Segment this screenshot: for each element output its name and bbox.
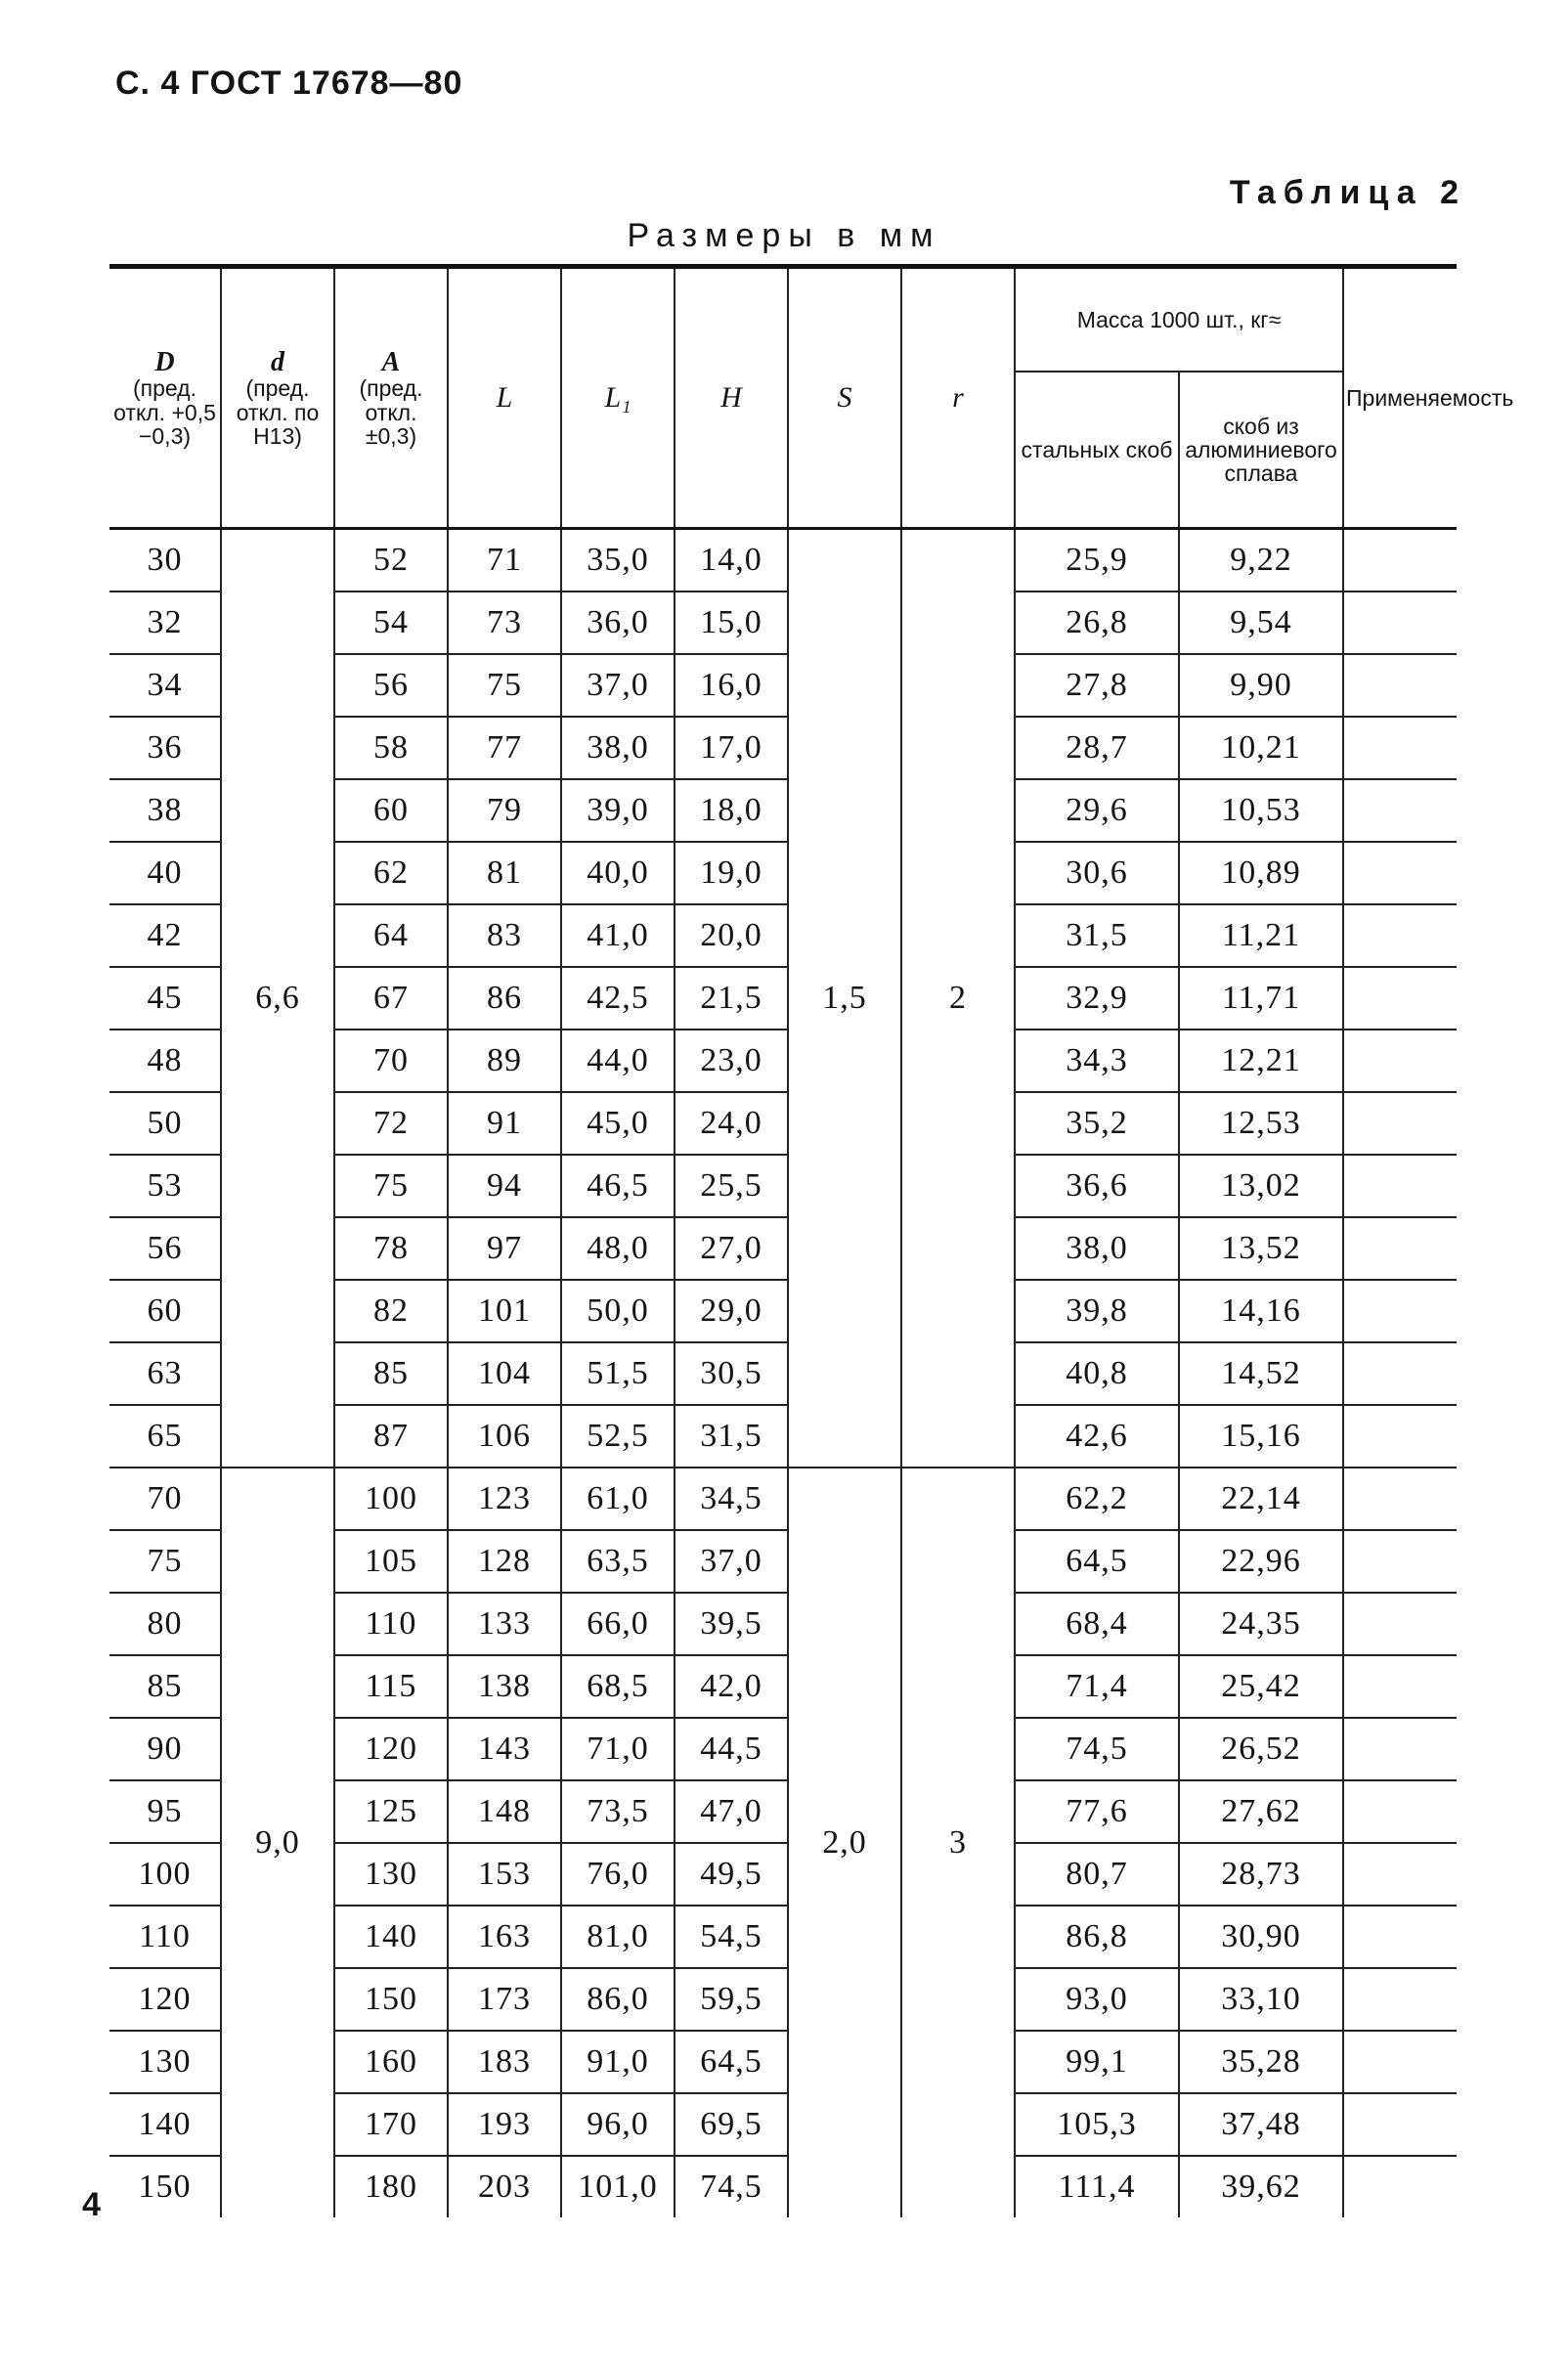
cell-A: 115 [334, 1655, 448, 1718]
cell-L1: 51,5 [561, 1342, 675, 1405]
cell-L1: 91,0 [561, 2031, 675, 2093]
cell-A: 85 [334, 1342, 448, 1405]
cell-H: 64,5 [675, 2031, 788, 2093]
cell-L: 203 [448, 2156, 561, 2217]
cell-m-alu: 25,42 [1179, 1655, 1343, 1718]
cell-app [1343, 2156, 1457, 2217]
header-L: L [448, 267, 561, 529]
cell-m-steel: 68,4 [1015, 1593, 1179, 1655]
cell-A: 170 [334, 2093, 448, 2156]
cell-L: 104 [448, 1342, 561, 1405]
cell-m-steel: 27,8 [1015, 654, 1179, 717]
cell-L: 97 [448, 1217, 561, 1280]
cell-D: 32 [109, 592, 221, 654]
cell-A: 78 [334, 1217, 448, 1280]
cell-m-steel: 99,1 [1015, 2031, 1179, 2093]
cell-L: 163 [448, 1906, 561, 1968]
cell-A: 87 [334, 1405, 448, 1468]
cell-D: 130 [109, 2031, 221, 2093]
cell-A: 140 [334, 1906, 448, 1968]
cell-m-steel: 77,6 [1015, 1780, 1179, 1843]
cell-m-alu: 10,21 [1179, 717, 1343, 779]
cell-m-steel: 34,3 [1015, 1030, 1179, 1092]
cell-app [1343, 1217, 1457, 1280]
cell-m-steel: 93,0 [1015, 1968, 1179, 2031]
cell-H: 37,0 [675, 1530, 788, 1593]
cell-m-alu: 24,35 [1179, 1593, 1343, 1655]
cell-m-alu: 9,54 [1179, 592, 1343, 654]
cell-app [1343, 1280, 1457, 1342]
cell-H: 49,5 [675, 1843, 788, 1906]
cell-m-steel: 42,6 [1015, 1405, 1179, 1468]
cell-app [1343, 842, 1457, 904]
cell-A: 64 [334, 904, 448, 967]
cell-L: 193 [448, 2093, 561, 2156]
cell-D: 140 [109, 2093, 221, 2156]
cell-group-S: 2,0 [788, 1468, 901, 2217]
cell-A: 120 [334, 1718, 448, 1780]
cell-L1: 71,0 [561, 1718, 675, 1780]
cell-L1: 48,0 [561, 1217, 675, 1280]
cell-L: 138 [448, 1655, 561, 1718]
cell-L: 91 [448, 1092, 561, 1155]
cell-app [1343, 1968, 1457, 2031]
cell-m-steel: 71,4 [1015, 1655, 1179, 1718]
cell-m-alu: 28,73 [1179, 1843, 1343, 1906]
cell-A: 70 [334, 1030, 448, 1092]
cell-H: 29,0 [675, 1280, 788, 1342]
page-number: 4 [82, 2186, 101, 2223]
cell-A: 56 [334, 654, 448, 717]
cell-L1: 35,0 [561, 529, 675, 592]
cell-app [1343, 1906, 1457, 1968]
header-d: d (пред. откл. по H13) [221, 267, 334, 529]
cell-D: 110 [109, 1906, 221, 1968]
cell-app [1343, 1843, 1457, 1906]
cell-m-alu: 9,90 [1179, 654, 1343, 717]
cell-L1: 45,0 [561, 1092, 675, 1155]
cell-A: 67 [334, 967, 448, 1030]
cell-A: 52 [334, 529, 448, 592]
cell-H: 18,0 [675, 779, 788, 842]
cell-L: 71 [448, 529, 561, 592]
cell-L: 148 [448, 1780, 561, 1843]
cell-D: 150 [109, 2156, 221, 2217]
cell-L1: 68,5 [561, 1655, 675, 1718]
cell-L: 123 [448, 1468, 561, 1530]
cell-app [1343, 1092, 1457, 1155]
cell-m-steel: 80,7 [1015, 1843, 1179, 1906]
header-applicability: Применяемость [1343, 267, 1457, 529]
cell-D: 36 [109, 717, 221, 779]
cell-m-steel: 39,8 [1015, 1280, 1179, 1342]
cell-m-alu: 13,02 [1179, 1155, 1343, 1217]
cell-m-alu: 35,28 [1179, 2031, 1343, 2093]
page-header: С. 4 ГОСТ 17678—80 [115, 65, 463, 102]
cell-m-alu: 11,71 [1179, 967, 1343, 1030]
cell-A: 160 [334, 2031, 448, 2093]
cell-m-alu: 27,62 [1179, 1780, 1343, 1843]
cell-L1: 52,5 [561, 1405, 675, 1468]
cell-m-steel: 38,0 [1015, 1217, 1179, 1280]
cell-m-alu: 22,14 [1179, 1468, 1343, 1530]
cell-H: 74,5 [675, 2156, 788, 2217]
cell-L1: 96,0 [561, 2093, 675, 2156]
cell-app [1343, 1155, 1457, 1217]
table-row [109, 1468, 1457, 1530]
cell-group-d: 9,0 [221, 1468, 334, 2217]
cell-H: 16,0 [675, 654, 788, 717]
cell-app [1343, 779, 1457, 842]
cell-group-r: 3 [901, 1468, 1015, 2217]
cell-m-steel: 86,8 [1015, 1906, 1179, 1968]
cell-H: 15,0 [675, 592, 788, 654]
cell-L1: 76,0 [561, 1843, 675, 1906]
cell-D: 90 [109, 1718, 221, 1780]
cell-D: 85 [109, 1655, 221, 1718]
cell-D: 70 [109, 1468, 221, 1530]
cell-A: 58 [334, 717, 448, 779]
header-mass-group: Масса 1000 шт., кг≈ [1015, 267, 1343, 373]
cell-D: 75 [109, 1530, 221, 1593]
cell-D: 30 [109, 529, 221, 592]
cell-m-steel: 31,5 [1015, 904, 1179, 967]
cell-app [1343, 1342, 1457, 1405]
cell-L1: 36,0 [561, 592, 675, 654]
cell-L: 101 [448, 1280, 561, 1342]
cell-m-alu: 26,52 [1179, 1718, 1343, 1780]
cell-m-alu: 15,16 [1179, 1405, 1343, 1468]
dimensions-table [109, 264, 1514, 2217]
cell-L: 81 [448, 842, 561, 904]
units-label: Размеры в мм [627, 217, 941, 254]
cell-L1: 63,5 [561, 1530, 675, 1593]
cell-L: 183 [448, 2031, 561, 2093]
cell-m-alu: 37,48 [1179, 2093, 1343, 2156]
header-mass-steel: стальных скоб [1015, 372, 1179, 529]
cell-m-alu: 22,96 [1179, 1530, 1343, 1593]
cell-H: 69,5 [675, 2093, 788, 2156]
cell-m-steel: 25,9 [1015, 529, 1179, 592]
cell-app [1343, 1405, 1457, 1468]
cell-H: 21,5 [675, 967, 788, 1030]
cell-L: 94 [448, 1155, 561, 1217]
cell-A: 54 [334, 592, 448, 654]
cell-app [1343, 1718, 1457, 1780]
cell-L1: 38,0 [561, 717, 675, 779]
cell-A: 60 [334, 779, 448, 842]
cell-group-r: 2 [901, 529, 1015, 1468]
cell-m-alu: 10,53 [1179, 779, 1343, 842]
cell-L1: 44,0 [561, 1030, 675, 1092]
cell-L1: 40,0 [561, 842, 675, 904]
cell-m-steel: 28,7 [1015, 717, 1179, 779]
cell-H: 44,5 [675, 1718, 788, 1780]
cell-L1: 50,0 [561, 1280, 675, 1342]
cell-L1: 81,0 [561, 1906, 675, 1968]
cell-L: 86 [448, 967, 561, 1030]
cell-L: 79 [448, 779, 561, 842]
cell-L1: 42,5 [561, 967, 675, 1030]
cell-H: 31,5 [675, 1405, 788, 1468]
cell-L: 83 [448, 904, 561, 967]
cell-m-alu: 13,52 [1179, 1217, 1343, 1280]
header-D: D (пред. откл. +0,5 −0,3) [109, 267, 221, 529]
header-L1: L₁ [561, 267, 675, 529]
cell-m-alu: 39,62 [1179, 2156, 1343, 2217]
cell-D: 34 [109, 654, 221, 717]
cell-L: 73 [448, 592, 561, 654]
table-row [109, 529, 1457, 592]
cell-m-alu: 14,16 [1179, 1280, 1343, 1342]
cell-app [1343, 1593, 1457, 1655]
cell-H: 59,5 [675, 1968, 788, 2031]
cell-m-steel: 111,4 [1015, 2156, 1179, 2217]
cell-D: 48 [109, 1030, 221, 1092]
cell-L1: 73,5 [561, 1780, 675, 1843]
header-S: S [788, 267, 901, 529]
cell-group-d: 6,6 [221, 529, 334, 1468]
cell-H: 17,0 [675, 717, 788, 779]
cell-H: 42,0 [675, 1655, 788, 1718]
cell-app [1343, 2031, 1457, 2093]
cell-m-steel: 32,9 [1015, 967, 1179, 1030]
cell-app [1343, 1655, 1457, 1718]
header-H: H [675, 267, 788, 529]
cell-D: 95 [109, 1780, 221, 1843]
cell-L: 128 [448, 1530, 561, 1593]
header-mass-alu: скоб из алюминиевого сплава [1179, 372, 1343, 529]
cell-A: 180 [334, 2156, 448, 2217]
cell-m-alu: 12,21 [1179, 1030, 1343, 1092]
cell-L: 143 [448, 1718, 561, 1780]
table-body [109, 529, 1457, 2218]
cell-m-steel: 40,8 [1015, 1342, 1179, 1405]
cell-D: 120 [109, 1968, 221, 2031]
cell-A: 130 [334, 1843, 448, 1906]
cell-A: 82 [334, 1280, 448, 1342]
cell-L: 77 [448, 717, 561, 779]
cell-app [1343, 592, 1457, 654]
cell-m-steel: 62,2 [1015, 1468, 1179, 1530]
cell-L1: 66,0 [561, 1593, 675, 1655]
cell-D: 53 [109, 1155, 221, 1217]
cell-m-steel: 74,5 [1015, 1718, 1179, 1780]
cell-H: 47,0 [675, 1780, 788, 1843]
cell-D: 80 [109, 1593, 221, 1655]
cell-L: 133 [448, 1593, 561, 1655]
cell-D: 60 [109, 1280, 221, 1342]
cell-A: 105 [334, 1530, 448, 1593]
cell-H: 34,5 [675, 1468, 788, 1530]
cell-D: 50 [109, 1092, 221, 1155]
cell-m-steel: 64,5 [1015, 1530, 1179, 1593]
cell-app [1343, 529, 1457, 592]
cell-L: 89 [448, 1030, 561, 1092]
cell-H: 54,5 [675, 1906, 788, 1968]
cell-A: 62 [334, 842, 448, 904]
table-label: Таблица 2 [1229, 174, 1466, 211]
cell-A: 150 [334, 1968, 448, 2031]
cell-L1: 86,0 [561, 1968, 675, 2031]
cell-app [1343, 1468, 1457, 1530]
cell-D: 40 [109, 842, 221, 904]
cell-m-alu: 30,90 [1179, 1906, 1343, 1968]
cell-m-alu: 12,53 [1179, 1092, 1343, 1155]
cell-L: 75 [448, 654, 561, 717]
cell-app [1343, 1530, 1457, 1593]
cell-m-alu: 11,21 [1179, 904, 1343, 967]
cell-H: 14,0 [675, 529, 788, 592]
cell-D: 42 [109, 904, 221, 967]
cell-H: 30,5 [675, 1342, 788, 1405]
cell-m-alu: 10,89 [1179, 842, 1343, 904]
cell-app [1343, 1030, 1457, 1092]
cell-L1: 39,0 [561, 779, 675, 842]
header-A: A (пред. откл. ±0,3) [334, 267, 448, 529]
cell-H: 24,0 [675, 1092, 788, 1155]
cell-app [1343, 967, 1457, 1030]
cell-D: 65 [109, 1405, 221, 1468]
cell-H: 20,0 [675, 904, 788, 967]
cell-A: 75 [334, 1155, 448, 1217]
cell-L1: 41,0 [561, 904, 675, 967]
cell-H: 25,5 [675, 1155, 788, 1217]
cell-app [1343, 654, 1457, 717]
cell-L1: 37,0 [561, 654, 675, 717]
cell-A: 72 [334, 1092, 448, 1155]
cell-app [1343, 717, 1457, 779]
cell-app [1343, 2093, 1457, 2156]
cell-m-alu: 14,52 [1179, 1342, 1343, 1405]
cell-H: 23,0 [675, 1030, 788, 1092]
cell-L: 173 [448, 1968, 561, 2031]
cell-D: 38 [109, 779, 221, 842]
cell-H: 27,0 [675, 1217, 788, 1280]
cell-H: 39,5 [675, 1593, 788, 1655]
header-r: r [901, 267, 1015, 529]
cell-app [1343, 904, 1457, 967]
cell-m-steel: 26,8 [1015, 592, 1179, 654]
cell-L1: 101,0 [561, 2156, 675, 2217]
cell-A: 125 [334, 1780, 448, 1843]
cell-m-steel: 30,6 [1015, 842, 1179, 904]
cell-A: 110 [334, 1593, 448, 1655]
cell-app [1343, 1780, 1457, 1843]
cell-D: 100 [109, 1843, 221, 1906]
cell-L1: 46,5 [561, 1155, 675, 1217]
cell-m-steel: 35,2 [1015, 1092, 1179, 1155]
cell-D: 45 [109, 967, 221, 1030]
cell-group-S: 1,5 [788, 529, 901, 1468]
cell-m-steel: 105,3 [1015, 2093, 1179, 2156]
cell-m-alu: 9,22 [1179, 529, 1343, 592]
cell-L1: 61,0 [561, 1468, 675, 1530]
cell-D: 63 [109, 1342, 221, 1405]
cell-L: 153 [448, 1843, 561, 1906]
cell-L: 106 [448, 1405, 561, 1468]
cell-m-alu: 33,10 [1179, 1968, 1343, 2031]
cell-m-steel: 36,6 [1015, 1155, 1179, 1217]
cell-m-steel: 29,6 [1015, 779, 1179, 842]
cell-H: 19,0 [675, 842, 788, 904]
cell-A: 100 [334, 1468, 448, 1530]
cell-D: 56 [109, 1217, 221, 1280]
